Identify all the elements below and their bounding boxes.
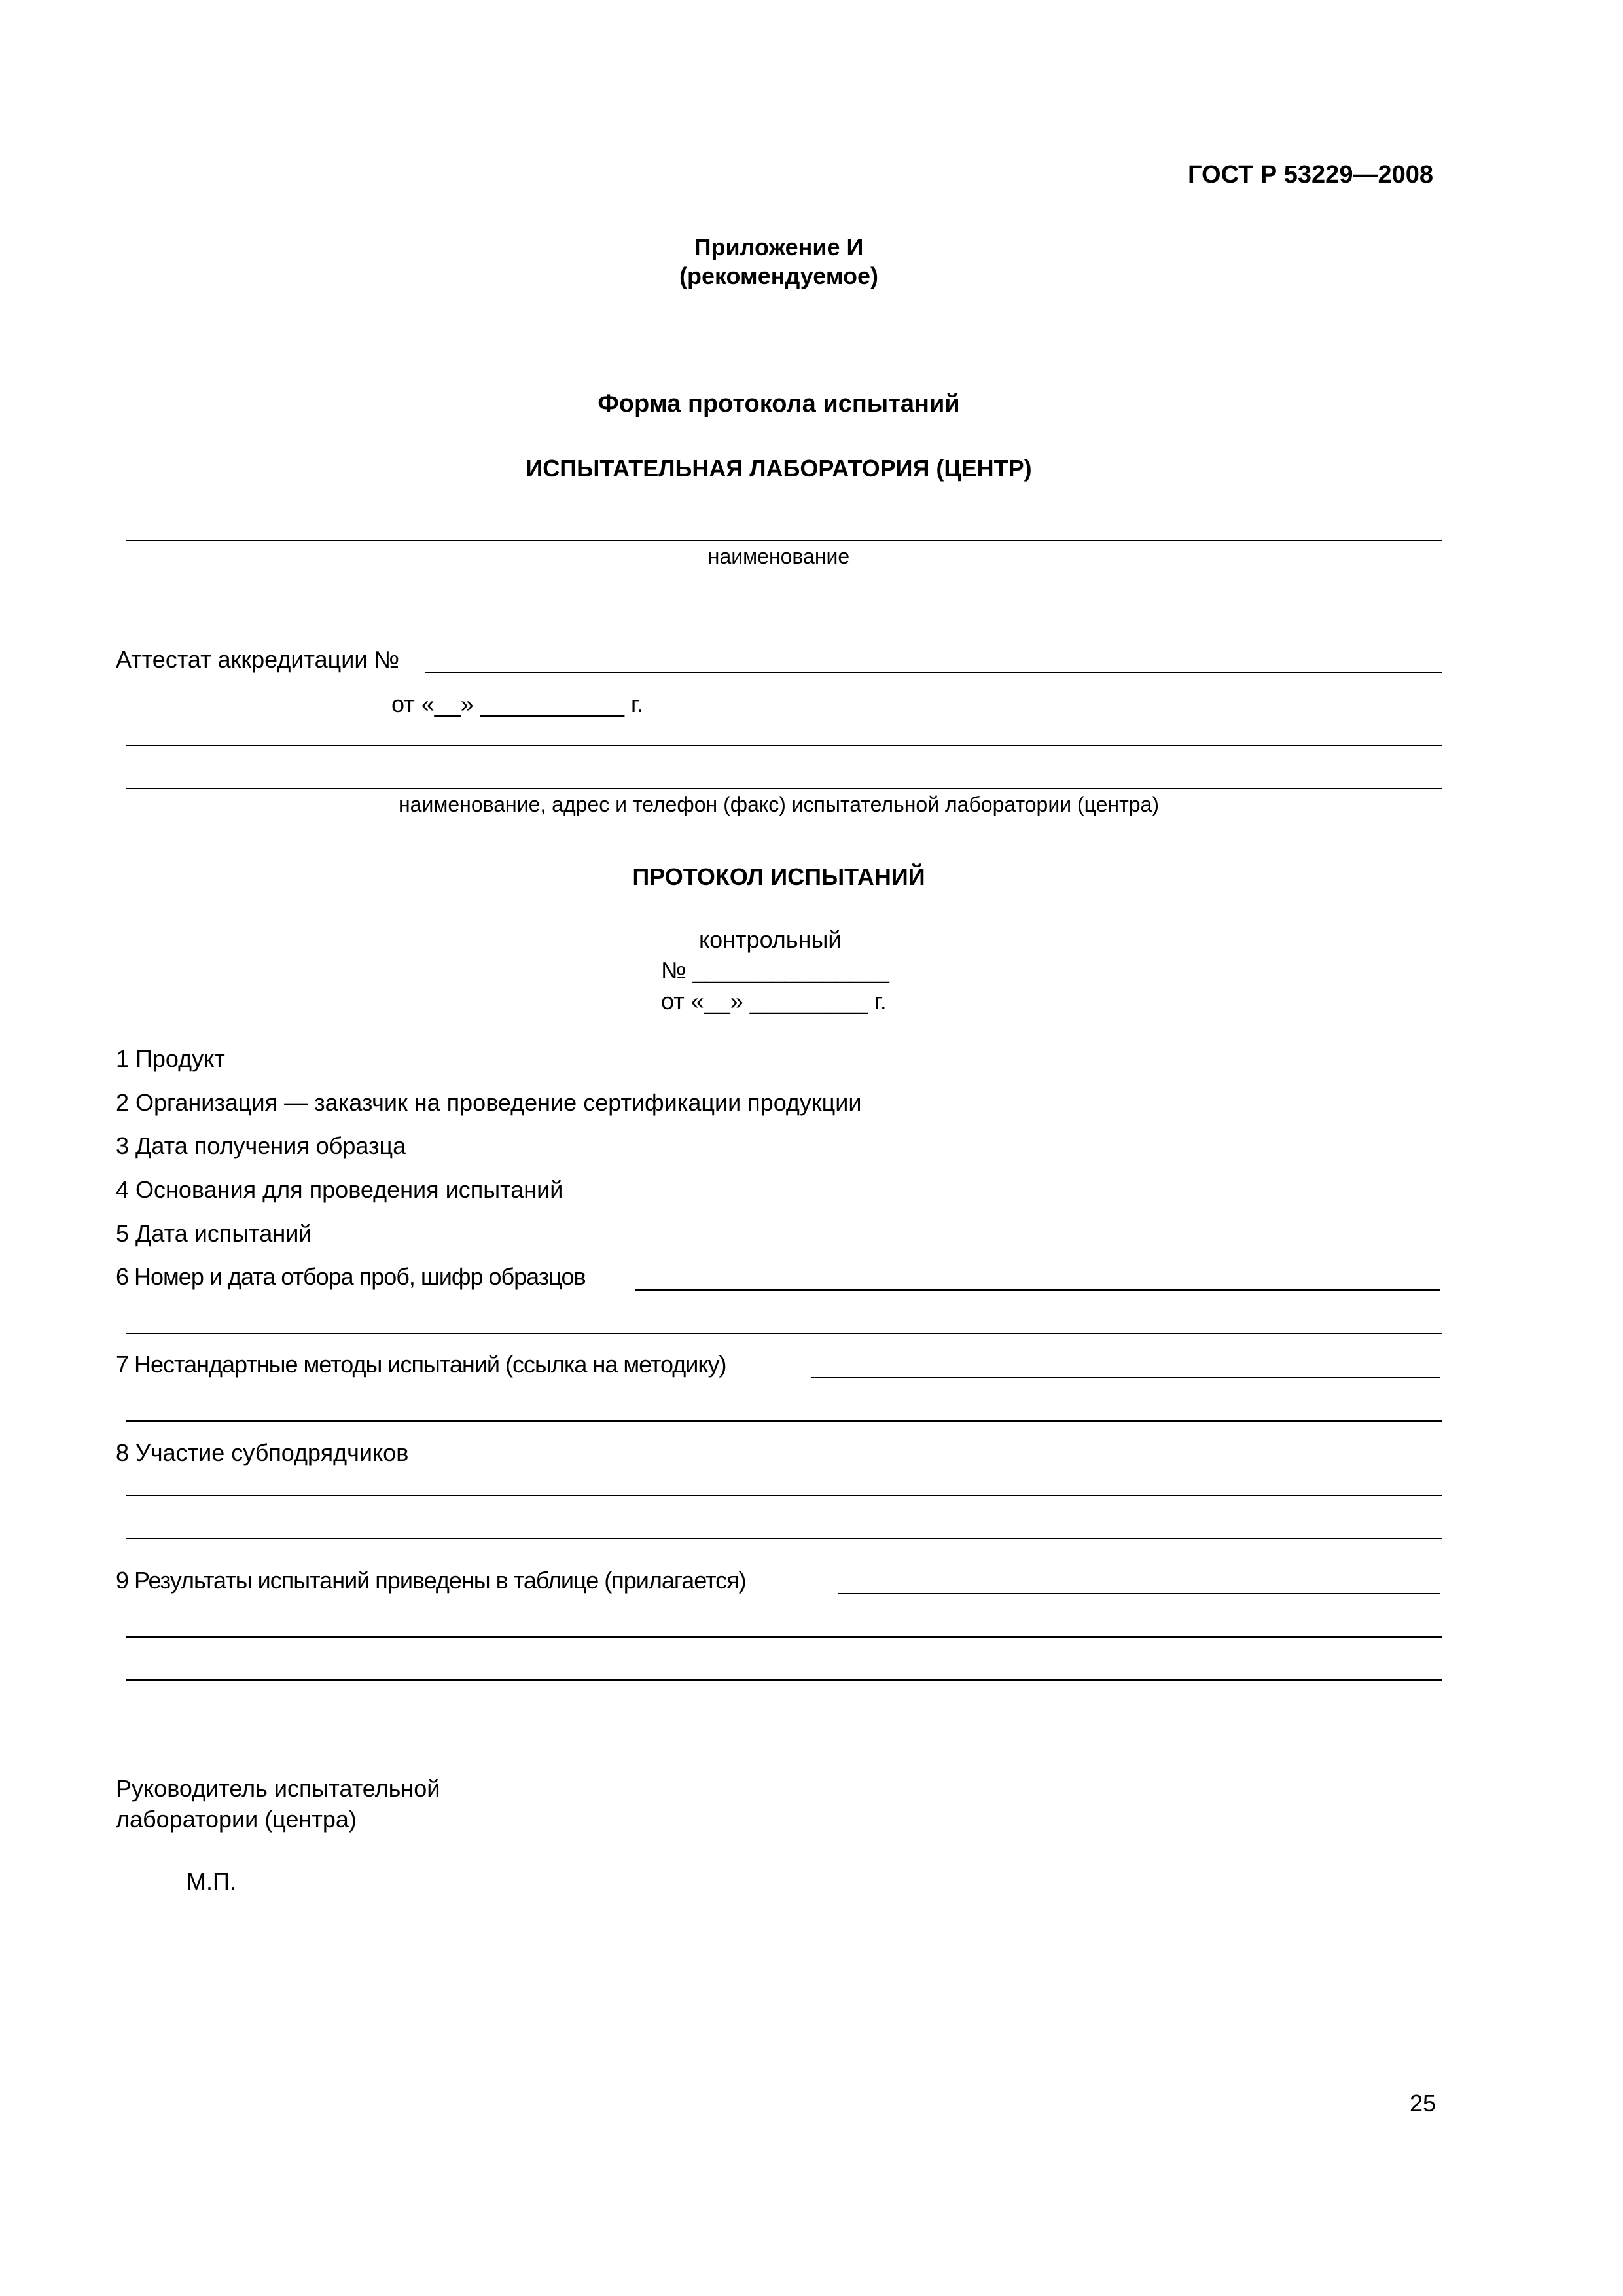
item-results: 9 Результаты испытаний приведены в таблице (прилагается): [116, 1567, 746, 1594]
item-subcontractors: 8 Участие субподрядчиков: [116, 1439, 409, 1466]
item-product: 1 Продукт: [116, 1045, 225, 1072]
page-number: 25: [1409, 2090, 1436, 2117]
results-line-2[interactable]: [126, 1636, 1442, 1638]
sampling-line-2[interactable]: [126, 1333, 1442, 1334]
methods-line-2[interactable]: [126, 1420, 1442, 1422]
lab-heading: ИСПЫТАТЕЛЬНАЯ ЛАБОРАТОРИЯ (ЦЕНТР): [526, 455, 1032, 482]
signature-line-1: Руководитель испытательной: [116, 1775, 440, 1802]
protocol-kind: контрольный: [699, 926, 842, 953]
accreditation-date: от «__» ___________ г.: [391, 691, 643, 717]
results-line-1[interactable]: [838, 1593, 1440, 1594]
lab-details-line-2[interactable]: [126, 788, 1442, 789]
accreditation-label: Аттестат аккредитации №: [116, 646, 400, 673]
subcontractors-line-1[interactable]: [126, 1495, 1442, 1496]
appendix-title: Приложение И: [694, 234, 864, 260]
lab-details-caption: наименование, адрес и телефон (факс) испытательной лаборатории (центра): [399, 793, 1159, 816]
protocol-number: № _______________: [661, 957, 889, 984]
item-organization: 2 Организация — заказчик на проведение сертификации продукции: [116, 1089, 862, 1116]
form-title: Форма протокола испытаний: [597, 390, 960, 418]
lab-name-caption: наименование: [707, 545, 850, 568]
item-sample-date: 3 Дата получения образца: [116, 1132, 406, 1159]
methods-line-1[interactable]: [812, 1377, 1440, 1378]
item-test-date: 5 Дата испытаний: [116, 1220, 312, 1247]
sampling-line-1[interactable]: [635, 1289, 1440, 1291]
lab-name-line[interactable]: [126, 540, 1442, 541]
stamp-label: М.П.: [187, 1868, 236, 1895]
item-methods: 7 Нестандартные методы испытаний (ссылка на методику): [116, 1351, 726, 1378]
standard-code: ГОСТ Р 53229—2008: [1188, 161, 1433, 188]
protocol-date: от «__» _________ г.: [661, 988, 887, 1014]
appendix-subtitle: (рекомендуемое): [679, 262, 878, 289]
signature-line-2: лаборатории (центра): [116, 1806, 357, 1833]
item-grounds: 4 Основания для проведения испытаний: [116, 1176, 563, 1203]
item-sampling: 6 Номер и дата отбора проб, шифр образцов: [116, 1263, 586, 1290]
protocol-heading: ПРОТОКОЛ ИСПЫТАНИЙ: [632, 863, 925, 890]
accreditation-number-line[interactable]: [425, 672, 1442, 673]
results-line-3[interactable]: [126, 1679, 1442, 1681]
subcontractors-line-2[interactable]: [126, 1538, 1442, 1539]
lab-details-line-1[interactable]: [126, 745, 1442, 746]
